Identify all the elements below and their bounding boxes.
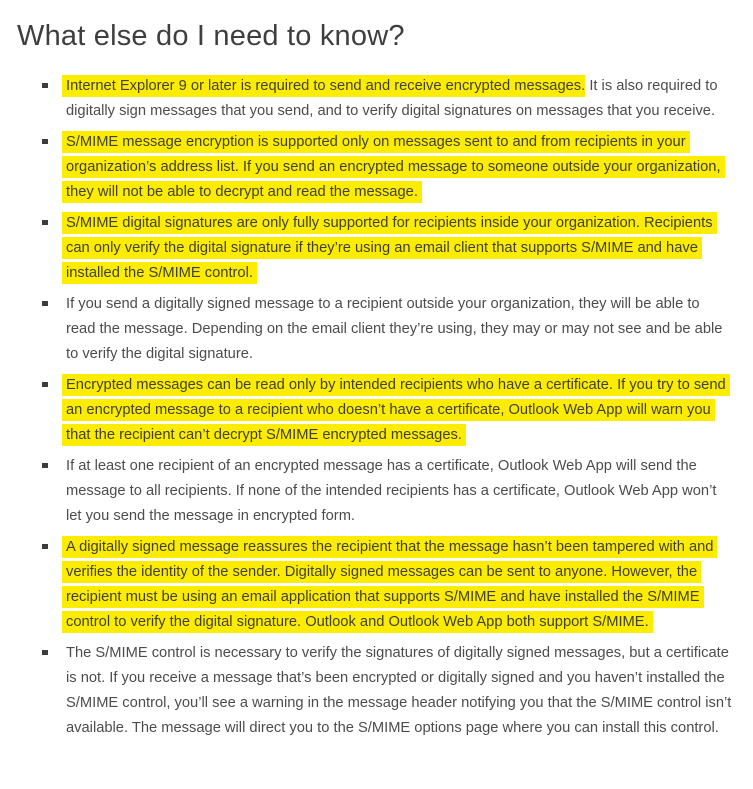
list-item [41,373,733,448]
highlighted-text: Encrypted messages can be read only by intended recipients who have a certificate. If you try to send an encrypted message to a recipient who doesn’t have a certificate, Outlook Web App will warn you that the recipient can’t decrypt S/MIME encrypted messages. [66,374,726,446]
highlighted-text: S/MIME digital signatures are only fully supported for recipients inside your organization. Recipients can only verify the digital signature if they’re using an email client that supports S/MIME and have installed the S/MIME control. [66,212,713,284]
list-item [41,130,733,205]
plain-text: The S/MIME control is necessary to verify the signatures of digitally signed messages, but a certificate is not. If you receive a message that’s been encrypted or digitally signed and you haven’t installed the S/MIME control, you’ll see a warning in the message header notifying you that the S/MIME control isn’t available. The message will direct you to the S/MIME options page where you can install this control. [66,645,732,737]
plain-text: If you send a digitally signed message to a recipient outside your organization, they will be able to read the message. Depending on the email client they’re using, they may or may not see and be able to verify the digital signature. [66,296,723,363]
help-article [0,20,753,789]
list-item [41,641,733,741]
plain-text: If at least one recipient of an encrypted message has a certificate, Outlook Web App will send the message to all recipients. If none of the intended recipients has a certificate, Outlook Web App won’t let you send the message in encrypted form. [66,458,717,525]
highlighted-text: Internet Explorer 9 or later is required to send and receive encrypted messages [66,75,581,97]
bullet-icon [42,139,48,144]
list-item [41,292,733,367]
highlighted-text: A digitally signed message reassures the recipient that the message hasn’t been tampered with and verifies the identity of the sender. Digitally signed messages can be sent to anyone. However, the recipient must be using an email application that supports S/MIME and have installed the S/MIME control to verify the digital signature. Outlook and Outlook Web App both support S/MIME. [66,536,713,633]
bullet-icon [42,463,48,468]
list-item [41,454,733,529]
info-list [0,74,733,741]
bullet-icon [42,83,48,88]
list-item [41,74,733,124]
list-item [41,211,733,286]
bullet-icon [42,650,48,655]
bullet-icon [42,301,48,306]
highlighted-text: S/MIME message encryption is supported only on messages sent to and from recipients in your organization’s address list. If you send an encrypted message to someone outside your organization, they will not be able to decrypt and read the message. [66,131,721,203]
bullet-icon [42,382,48,387]
bullet-icon [42,220,48,225]
bullet-icon [42,544,48,549]
page-title: What else do I need to know? [17,20,405,52]
plain-text: . It is also required to digitally sign messages that you send, and to verify digital signatures on messages that you receive. [66,78,718,120]
list-item [41,535,733,635]
